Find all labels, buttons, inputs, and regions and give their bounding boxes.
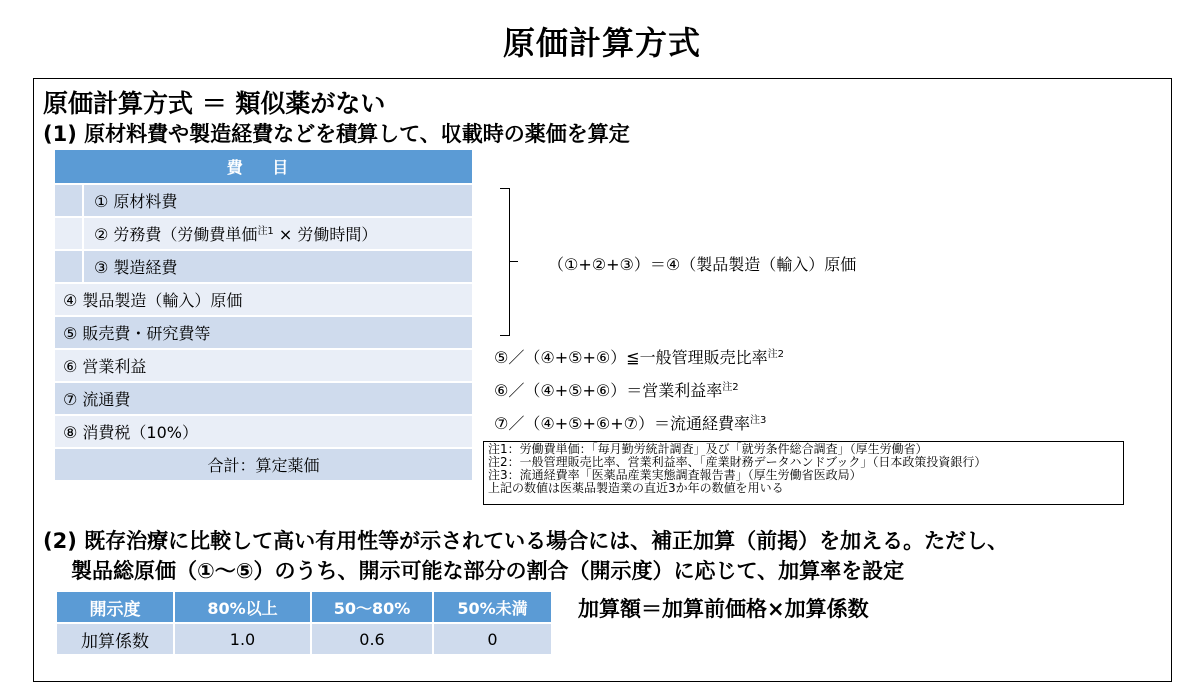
cost-row-label: ⑥ 営業利益 xyxy=(63,357,147,376)
header-cell: 50%未満 xyxy=(433,591,552,623)
cost-row-label: ⑤ 販売費・研究費等 xyxy=(63,324,211,343)
labor-label-part2: × 労働時間） xyxy=(273,225,378,244)
note-ref: 注1 xyxy=(257,226,274,237)
cost-row-total xyxy=(55,449,472,482)
disclosure-header-row xyxy=(56,591,552,623)
footnote-1: 注1：労働費単価：「毎月勤労統計調査」及び「就労条件総合調査」（厚生労働省） xyxy=(488,442,928,456)
value-cell: 0.6 xyxy=(311,623,433,655)
right-brace xyxy=(500,188,510,336)
formula-profit-ratio xyxy=(494,378,739,401)
formula-text: ⑥／（④+⑤+⑥）＝営業利益率 xyxy=(494,381,723,400)
note-ref: 注2 xyxy=(767,349,784,360)
indent-cell xyxy=(55,251,84,282)
cost-table-header-label: 費 目 xyxy=(226,158,301,177)
cost-row-label: ③ 製造経費 xyxy=(94,258,178,277)
header-cell: 80%以上 xyxy=(174,591,311,623)
disclosure-table xyxy=(55,590,553,656)
cost-row-labor xyxy=(55,218,472,251)
heading-step-1: (1) 原材料費や製造経費などを積算して、収載時の薬価を算定 xyxy=(43,122,630,146)
indent-cell xyxy=(55,218,84,249)
slide-title: 原価計算方式 xyxy=(502,24,701,62)
brace-tick xyxy=(510,261,518,262)
cost-row-raw-materials xyxy=(55,185,472,218)
cost-row-sales-research xyxy=(55,317,472,350)
formula-admin-ratio xyxy=(494,345,784,368)
cost-items-table xyxy=(55,150,472,482)
cost-row-label: ④ 製品製造（輸入）原価 xyxy=(63,291,243,310)
footnote-4: 上記の数値は医薬品製造業の直近3か年の数値を用いる xyxy=(488,481,784,495)
paragraph-step-2 xyxy=(43,526,1008,586)
cost-table-header xyxy=(55,150,472,185)
footnote-3: 注3：流通経費率「医薬品産業実態調査報告書」（厚生労働省医政局） xyxy=(488,468,862,482)
labor-label-part1: ② 労務費（労働費単価 xyxy=(94,225,258,244)
cost-row-label xyxy=(84,222,377,245)
footnote-2: 注2：一般管理販売比率、営業利益率、「産業財務データハンドブック」（日本政策投資銀行） xyxy=(488,455,987,469)
cost-row-label: ⑦ 流通費 xyxy=(63,390,131,409)
cost-row-label: ⑧ 消費税（10%） xyxy=(63,423,198,442)
header-cell: 開示度 xyxy=(56,591,174,623)
cost-row-label: 合計：算定薬価 xyxy=(207,456,320,475)
paragraph-line-1: (2) 既存治療に比較して高い有用性等が示されている場合には、補正加算（前掲）を加える。ただし、 xyxy=(43,529,1009,553)
value-cell: 1.0 xyxy=(174,623,311,655)
note-ref: 注2 xyxy=(722,382,739,393)
value-cell: 0 xyxy=(433,623,552,655)
cost-row-product-cost xyxy=(55,284,472,317)
formula-distribution-ratio xyxy=(494,411,766,434)
row-label-cell: 加算係数 xyxy=(56,623,174,655)
cost-row-consumption-tax xyxy=(55,416,472,449)
cost-row-distribution xyxy=(55,383,472,416)
heading-method-definition: 原価計算方式 ＝ 類似薬がない xyxy=(43,89,386,118)
footnotes-box xyxy=(483,441,1124,505)
paragraph-line-2: 製品総原価（①～⑤）のうち、開示可能な部分の割合（開示度）に応じて、加算率を設定 xyxy=(71,559,905,583)
disclosure-value-row xyxy=(56,623,552,655)
indent-cell xyxy=(55,185,84,216)
header-cell: 50～80% xyxy=(311,591,433,623)
cost-row-label: ① 原材料費 xyxy=(94,192,178,211)
formula-text: ⑤／（④+⑤+⑥）≦一般管理販売比率 xyxy=(494,348,768,367)
note-ref: 注3 xyxy=(749,415,767,426)
cost-row-manufacturing-expenses xyxy=(55,251,472,284)
formula-text: ⑦／（④+⑤+⑥+⑦）＝流通経費率 xyxy=(494,414,750,433)
formula-product-cost: （①+②+③）＝④（製品製造（輸入）原価 xyxy=(548,255,857,274)
addition-formula: 加算額＝加算前価格×加算係数 xyxy=(578,597,869,621)
cost-row-operating-profit xyxy=(55,350,472,383)
